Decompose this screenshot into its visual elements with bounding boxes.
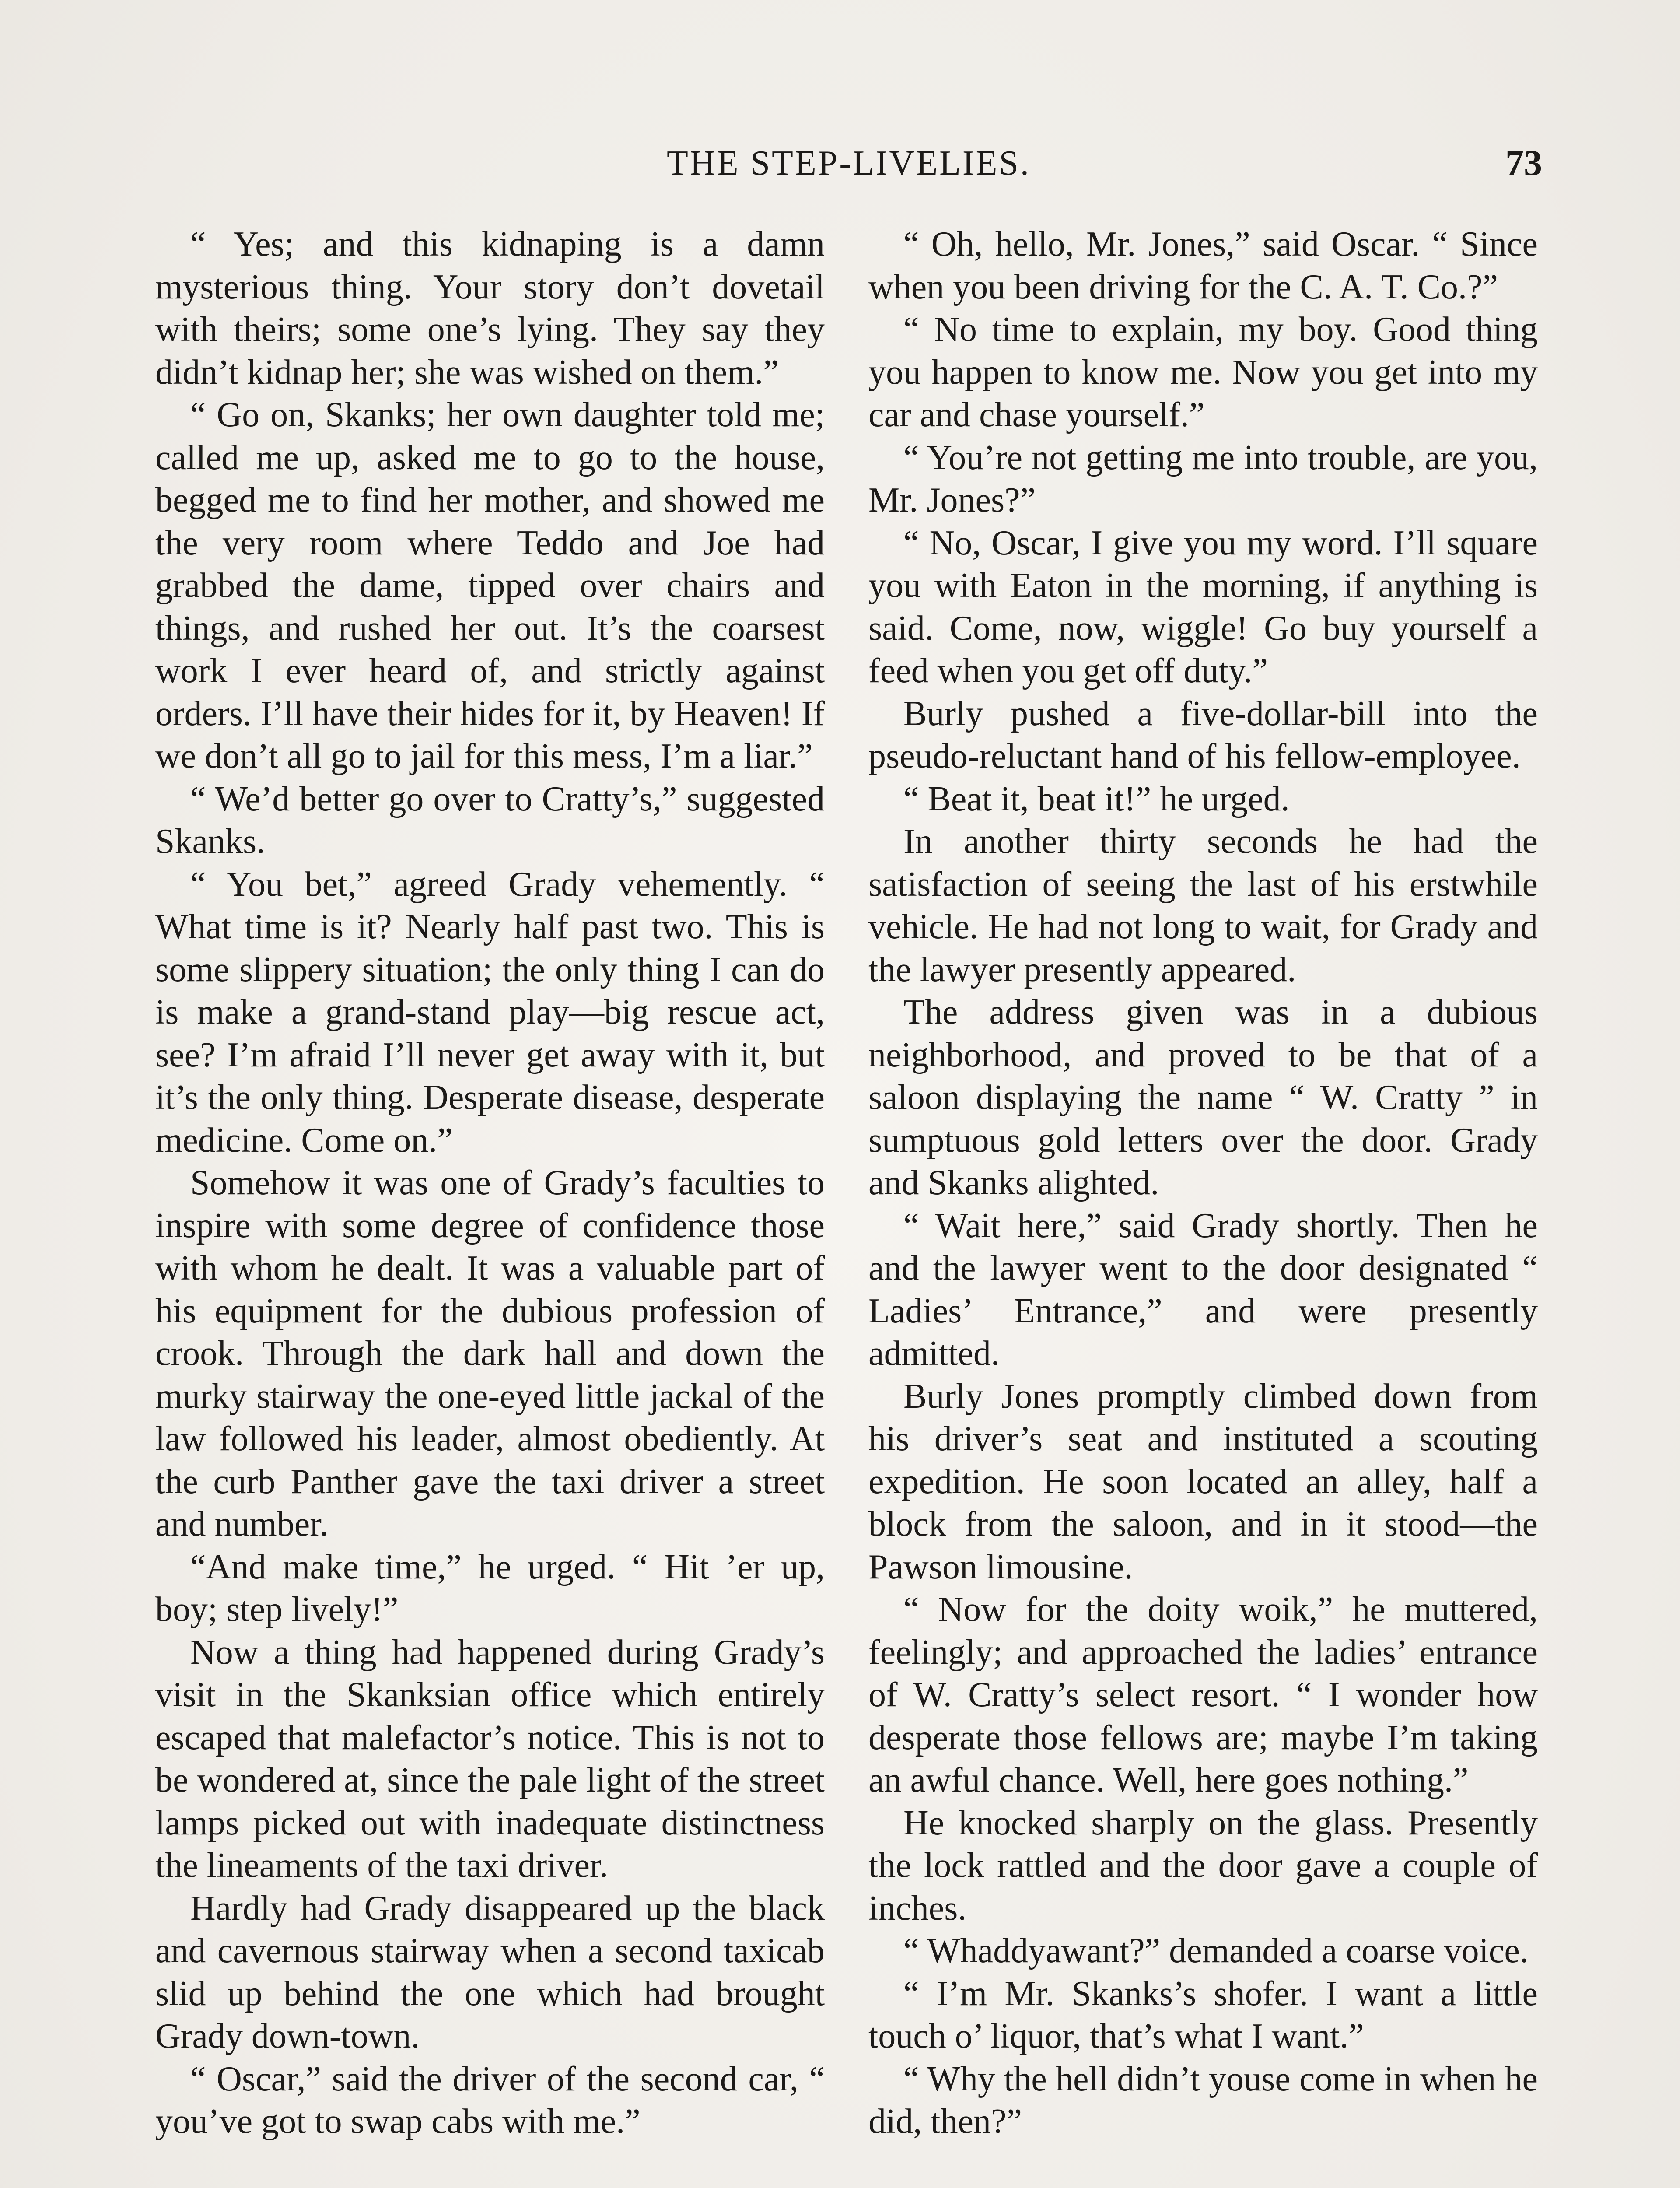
paragraph: “ Go on, Skanks; her own daughter told me; called me up, asked me to go to the house, begged me to find her mother, and showed me the very room where Teddo and Joe had grabbed the dame, tipped over chairs and things, and rushed her out. It’s the coarsest work I ever heard of, and strictly against orders. I’ll have their hides for it, by Heaven! If we don’t all go to jail for this mess, I’m a liar.”: [155, 396, 825, 775]
paragraph: “ No time to explain, my boy. Good thing you happen to know me. Now you get into my car and chase yourself.”: [868, 310, 1538, 434]
left-column: [155, 223, 825, 2143]
paragraph: The address given was in a dubious neighborhood, and proved to be that of a saloon displaying the name “ W. Cratty ” in sumptuous gold letters over the door. Grady and Skanks alighted.: [868, 993, 1538, 1202]
paragraph: “ You bet,” agreed Grady vehemently. “ What time is it? Nearly half past two. This is some slippery situation; the only thing I can do is make a grand-stand play—big rescue act, see? I’m afraid I’ll never get away with it, but it’s the only thing. Desperate disease, desperate medicine. Come on.”: [155, 865, 825, 1160]
paragraph: In another thirty seconds he had the satisfaction of seeing the last of his erstwhile vehicle. He had not long to wait, for Grady and the lawyer presently appeared.: [868, 822, 1538, 989]
right-column: [868, 223, 1538, 2143]
paragraph: “ Why the hell didn’t youse come in when he did, then?”: [868, 2059, 1538, 2141]
page-number: 73: [1505, 143, 1542, 183]
paragraph: “ Oh, hello, Mr. Jones,” said Oscar. “ Since when you been driving for the C. A. T. Co.?”: [868, 225, 1538, 306]
running-head: [155, 139, 1542, 187]
paragraph: Now a thing had happened during Grady’s visit in the Skanksian office which entirely escaped that malefactor’s notice. This is not to be wondered at, since the pale light of the street lamps picked out with inadequate distinctness the lineaments of the taxi driver.: [155, 1633, 825, 1885]
paragraph: “And make time,” he urged. “ Hit ’er up, boy; step lively!”: [155, 1547, 825, 1629]
paragraph: “ Oscar,” said the driver of the second car, “ you’ve got to swap cabs with me.”: [155, 2059, 825, 2141]
paragraph: “ Now for the doity woik,” he muttered, feelingly; and approached the ladies’ entrance of W. Cratty’s select resort. “ I wonder how desperate those fellows are; maybe I’m taking an awful chance. Well, here goes nothing.”: [868, 1590, 1538, 1799]
paragraph: “ You’re not getting me into trouble, are you, Mr. Jones?”: [868, 438, 1538, 519]
paragraph: Somehow it was one of Grady’s faculties to inspire with some degree of confidence those with whom he dealt. It was a valuable part of his equipment for the dubious profession of crook. Through the dark hall and down the murky stairway the one-eyed little jackal of the law followed his leader, almost obediently. At the curb Panther gave the taxi driver a street and number.: [155, 1164, 825, 1543]
paragraph: “ Whaddyawant?” demanded a coarse voice.: [903, 1932, 1529, 1970]
paragraph: “ Yes; and this kidnaping is a damn mysterious thing. Your story don’t dovetail with theirs; some one’s lying. They say they didn’t kidnap her; she was wished on them.”: [155, 225, 825, 392]
running-title: THE STEP-LIVELIES.: [667, 144, 1031, 182]
paragraph: “ We’d better go over to Cratty’s,” suggested Skanks.: [155, 779, 825, 861]
paragraph: Burly Jones promptly climbed down from his driver’s seat and instituted a scouting expedition. He soon located an alley, half a block from the saloon, and in it stood—the Pawson limousine.: [868, 1377, 1538, 1586]
paragraph: “ Beat it, beat it!” he urged.: [903, 779, 1290, 818]
paragraph: Hardly had Grady disappeared up the black and cavernous stairway when a second taxicab slid up behind the one which had brought Grady down-town.: [155, 1889, 825, 2055]
paragraph: “ Wait here,” said Grady shortly. Then he and the lawyer went to the door designated “ Ladies’ Entrance,” and were presently admitted.: [868, 1206, 1538, 1373]
paragraph: “ I’m Mr. Skanks’s shofer. I want a little touch o’ liquor, that’s what I want.”: [868, 1974, 1538, 2055]
paragraph: Burly pushed a five-dollar-bill into the pseudo-reluctant hand of his fellow-employee.: [868, 694, 1538, 775]
paragraph: He knocked sharply on the glass. Presently the lock rattled and the door gave a couple of inches.: [868, 1803, 1538, 1928]
paragraph: “ No, Oscar, I give you my word. I’ll square you with Eaton in the morning, if anything is said. Come, now, wiggle! Go buy yourself a feed when you get off duty.”: [868, 523, 1538, 690]
